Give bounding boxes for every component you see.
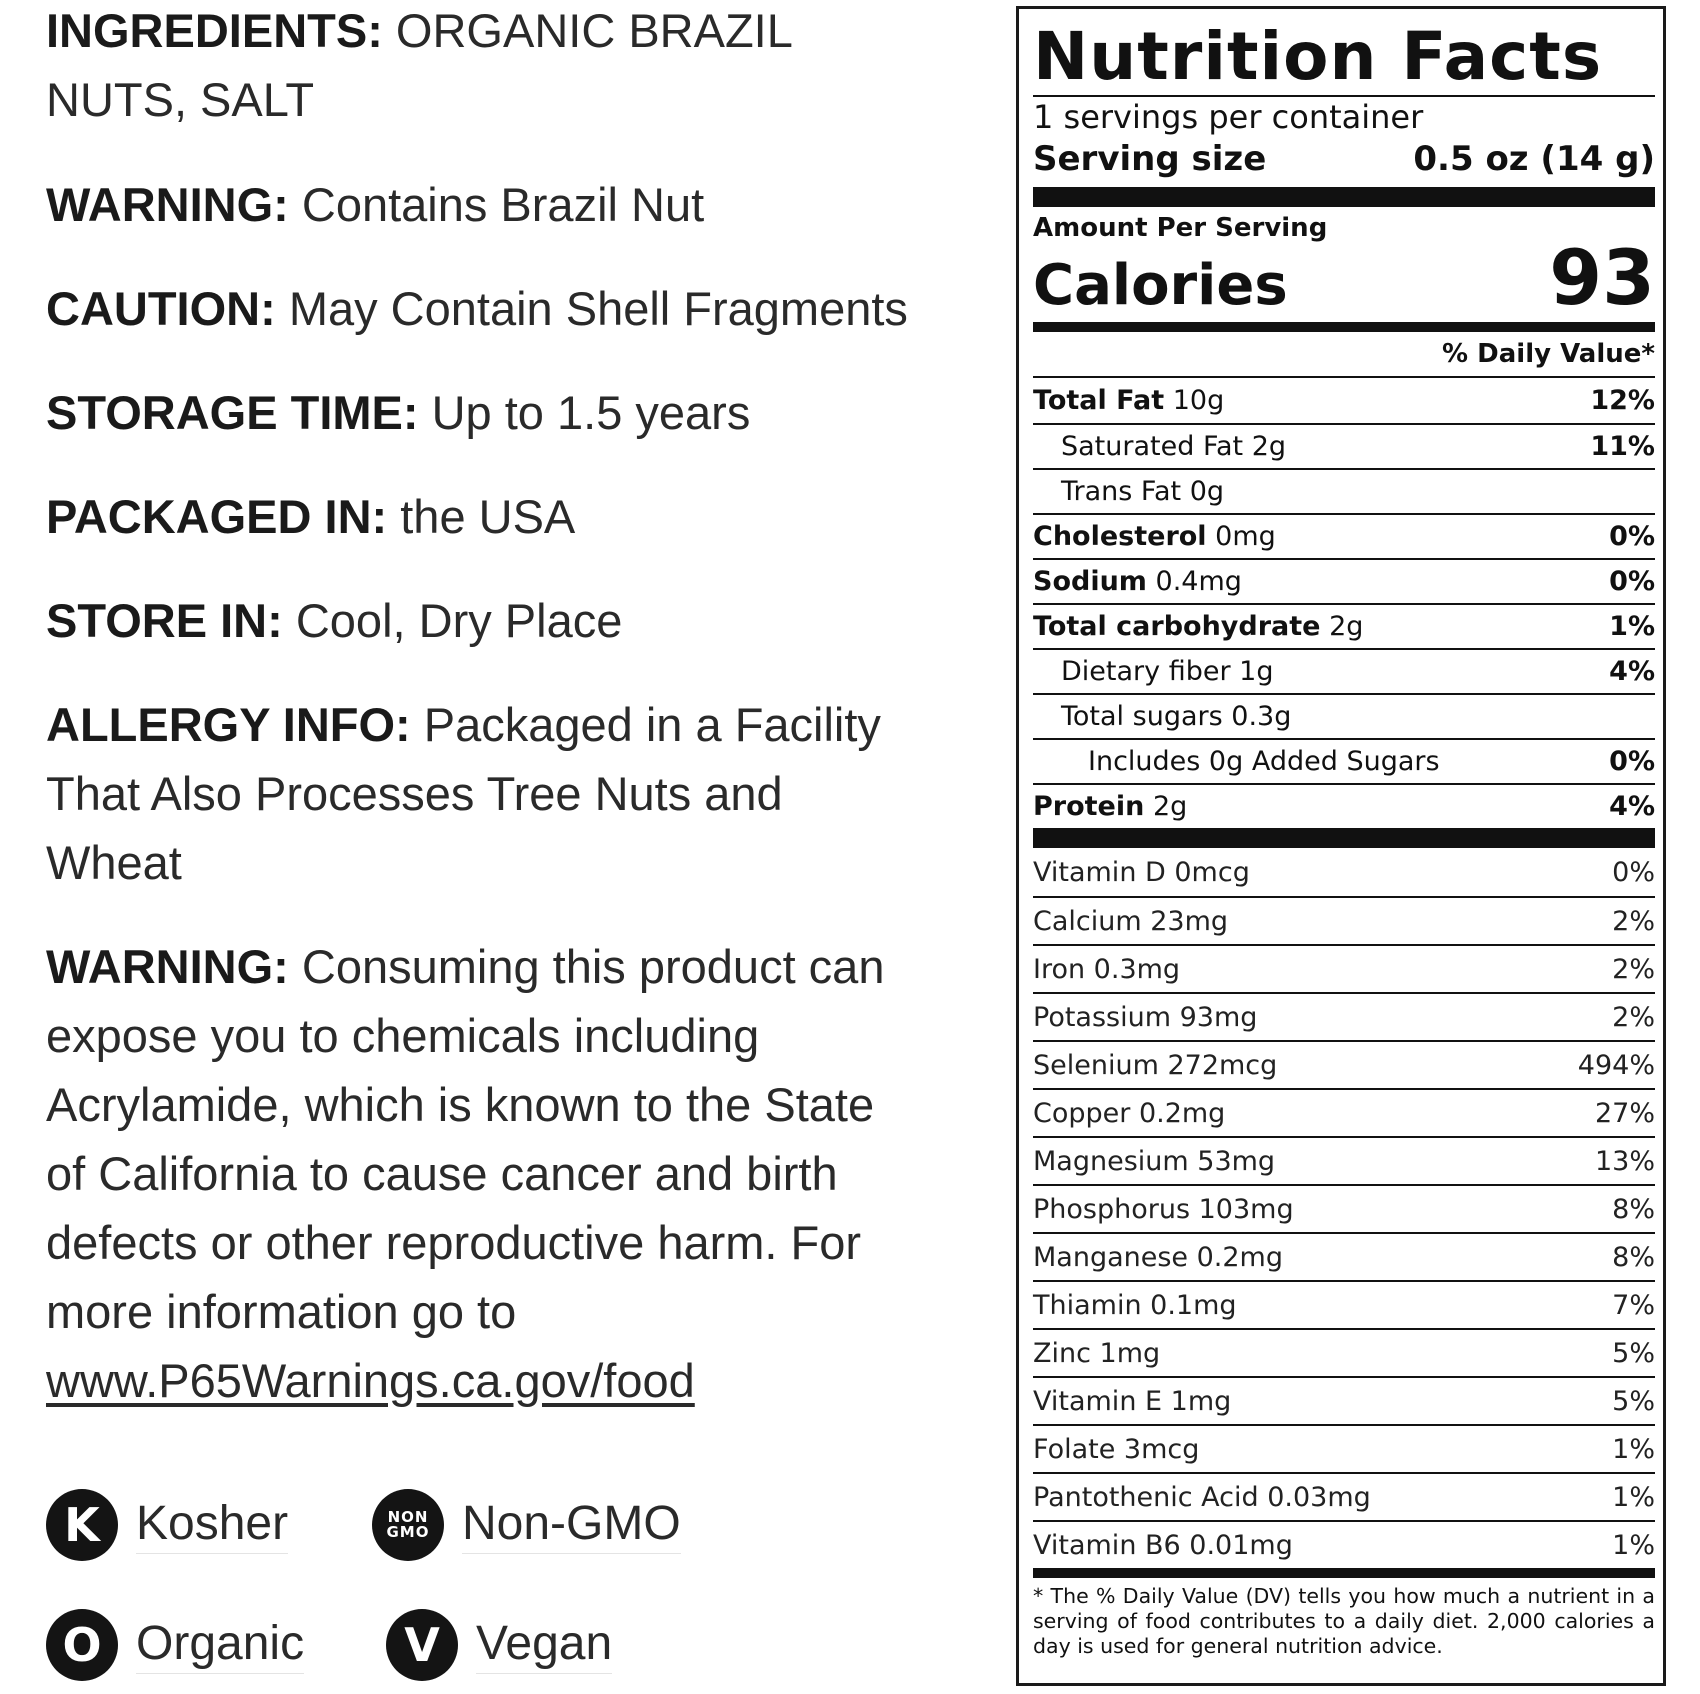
serving-size-label: Serving size [1033, 139, 1267, 179]
vitamin-row [1033, 1184, 1655, 1232]
vitamin-daily-value: 13% [1594, 1145, 1655, 1177]
ingredients-label: INGREDIENTS: [46, 4, 383, 57]
vitamin-text: Magnesium 53mg [1033, 1145, 1276, 1177]
kosher-label: Kosher [136, 1496, 288, 1554]
nutrient-row [1033, 648, 1655, 693]
nutrient-name-group [1033, 431, 1286, 462]
nutrient-daily-value: 4% [1609, 656, 1655, 687]
nutrient-daily-value: 0% [1609, 521, 1655, 552]
storage-time-text: Up to 1.5 years [431, 386, 751, 439]
vitamin-daily-value: 2% [1612, 1001, 1655, 1033]
caution-block [46, 274, 946, 343]
allergy-line-3: Wheat [46, 836, 182, 889]
nutrient-name-group [1033, 656, 1273, 687]
ingredients-text: ORGANIC BRAZIL [395, 4, 793, 57]
packaged-in-text: the USA [400, 490, 576, 543]
vitamin-row [1033, 896, 1655, 944]
badge-non-gmo [372, 1486, 681, 1564]
nutrient-amount: 0.4mg [1155, 566, 1242, 597]
nutrient-name-group [1033, 746, 1440, 777]
servings-per-container: 1 servings per container [1033, 98, 1424, 136]
nutrition-facts-panel [1016, 6, 1666, 1686]
nutrient-amount: 2g [1251, 431, 1287, 462]
nutrient-name-group [1033, 611, 1363, 642]
packaged-in-block [46, 482, 946, 551]
non-gmo-label: Non-GMO [462, 1496, 681, 1554]
store-in-label: STORE IN: [46, 594, 283, 647]
warning-label: WARNING: [46, 178, 289, 231]
vitamin-text: Selenium 272mcg [1033, 1049, 1278, 1081]
vitamin-text: Pantothenic Acid 0.03mg [1033, 1481, 1371, 1513]
store-in-text: Cool, Dry Place [295, 594, 623, 647]
vitamin-row [1033, 1520, 1655, 1568]
store-in-block [46, 586, 946, 655]
nutrient-name: Total Fat [1033, 385, 1165, 416]
vitamin-daily-value: 0% [1612, 856, 1655, 888]
nutrient-name: Trans Fat [1061, 476, 1182, 507]
vitamin-daily-value: 1% [1612, 1529, 1655, 1561]
badge-vegan [386, 1606, 612, 1684]
thick-divider [1033, 187, 1655, 207]
nutrient-amount: 0mg [1215, 521, 1276, 552]
calories-value: 93 [1549, 233, 1655, 322]
vitamin-daily-value: 494% [1577, 1049, 1655, 1081]
vitamin-text: Potassium 93mg [1033, 1001, 1258, 1033]
vitamin-row [1033, 1280, 1655, 1328]
allergy-line-1: Packaged in a Facility [423, 698, 881, 751]
prop65-line-6: more information go to [46, 1285, 517, 1338]
vitamin-row [1033, 1040, 1655, 1088]
vitamin-text: Folate 3mcg [1033, 1433, 1200, 1465]
vitamin-row [1033, 848, 1655, 896]
vitamin-text: Calcium 23mg [1033, 905, 1229, 937]
vitamin-row [1033, 1328, 1655, 1376]
vitamin-row [1033, 1424, 1655, 1472]
medium-divider [1033, 1568, 1655, 1578]
vitamin-row [1033, 1232, 1655, 1280]
nutrient-name-group [1033, 385, 1224, 416]
vitamin-text: Manganese 0.2mg [1033, 1241, 1284, 1273]
nutrient-daily-value: 4% [1609, 791, 1655, 822]
nutrient-name: Dietary fiber [1061, 656, 1231, 687]
vitamin-row [1033, 1088, 1655, 1136]
ingredients-text-2: NUTS, SALT [46, 73, 315, 126]
nutrient-amount: 0g [1189, 476, 1225, 507]
prop65-warning-label: WARNING: [46, 940, 289, 993]
nutrient-name: Total carbohydrate [1033, 611, 1321, 642]
nutrient-name: Total sugars [1061, 701, 1223, 732]
vitamin-text: Iron 0.3mg [1033, 953, 1181, 985]
nutrient-name-group [1033, 566, 1242, 597]
nutrient-name: Cholesterol [1033, 521, 1207, 552]
vitamin-list [1033, 848, 1655, 1568]
vitamin-daily-value: 7% [1612, 1289, 1655, 1321]
vitamin-daily-value: 5% [1612, 1385, 1655, 1417]
ingredients-block [46, 0, 946, 134]
nutrient-name: Protein [1033, 791, 1145, 822]
vitamin-daily-value: 2% [1612, 905, 1655, 937]
prop65-line-5: defects or other reproductive harm. For [46, 1216, 862, 1269]
nutrient-list [1033, 378, 1655, 828]
nutrient-name-group [1033, 521, 1276, 552]
vegan-icon: V [386, 1609, 458, 1681]
prop65-line-2: expose you to chemicals including [46, 1009, 760, 1062]
nutrient-row [1033, 513, 1655, 558]
medium-divider [1033, 322, 1655, 332]
vitamin-row [1033, 1376, 1655, 1424]
prop65-line-3: Acrylamide, which is known to the State [46, 1078, 875, 1131]
badge-organic [46, 1606, 304, 1684]
nutrient-row [1033, 603, 1655, 648]
vitamin-row [1033, 1472, 1655, 1520]
nutrient-amount: 2g [1152, 791, 1188, 822]
serving-size-row [1033, 137, 1655, 181]
nutrition-facts-title: Nutrition Facts [1033, 18, 1603, 95]
nutrient-daily-value: 11% [1590, 431, 1655, 462]
organic-icon: O [46, 1609, 118, 1681]
nutrient-daily-value: 1% [1609, 611, 1655, 642]
nutrient-row [1033, 558, 1655, 603]
vitamin-daily-value: 27% [1594, 1097, 1655, 1129]
daily-value-header: % Daily Value* [1442, 339, 1655, 369]
organic-label: Organic [136, 1616, 304, 1674]
allergy-label: ALLERGY INFO: [46, 698, 411, 751]
nutrient-row [1033, 378, 1655, 423]
non-gmo-icon-line-2: GMO [386, 1523, 430, 1541]
thick-divider [1033, 828, 1655, 848]
nutrient-name-group [1033, 476, 1224, 507]
warning-allergen [46, 170, 946, 239]
nutrient-row [1033, 783, 1655, 828]
vitamin-text: Copper 0.2mg [1033, 1097, 1226, 1129]
vitamin-row [1033, 992, 1655, 1040]
vitamin-text: Vitamin E 1mg [1033, 1385, 1232, 1417]
vitamin-daily-value: 8% [1612, 1193, 1655, 1225]
nutrient-name: Sodium [1033, 566, 1147, 597]
nutrient-daily-value: 0% [1609, 746, 1655, 777]
vitamin-daily-value: 8% [1612, 1241, 1655, 1273]
vitamin-text: Vitamin D 0mcg [1033, 856, 1250, 888]
nutrient-row [1033, 423, 1655, 468]
vegan-label: Vegan [476, 1616, 612, 1674]
p65-warnings-link[interactable]: www.P65Warnings.ca.gov/food [46, 1354, 695, 1407]
packaged-in-label: PACKAGED IN: [46, 490, 388, 543]
vitamin-daily-value: 2% [1612, 953, 1655, 985]
caution-text: May Contain Shell Fragments [288, 282, 908, 335]
vitamin-text: Phosphorus 103mg [1033, 1193, 1294, 1225]
non-gmo-icon [372, 1489, 444, 1561]
nutrient-amount: 10g [1172, 385, 1225, 416]
vitamin-daily-value: 1% [1612, 1433, 1655, 1465]
nutrient-name: Includes 0g Added Sugars [1088, 746, 1440, 777]
storage-time-label: STORAGE TIME: [46, 386, 419, 439]
nutrient-amount: 1g [1239, 656, 1274, 687]
allergy-block [46, 690, 946, 897]
prop65-warning-block [46, 932, 946, 1415]
vitamin-row [1033, 944, 1655, 992]
allergy-line-2: That Also Processes Tree Nuts and [46, 767, 783, 820]
nutrient-row [1033, 468, 1655, 513]
nutrient-amount: 0.3g [1231, 701, 1292, 732]
prop65-line-4: of California to cause cancer and birth [46, 1147, 838, 1200]
nutrient-row [1033, 738, 1655, 783]
vitamin-text: Thiamin 0.1mg [1033, 1289, 1237, 1321]
warning-text: Contains Brazil Nut [301, 178, 705, 231]
calories-row [1033, 233, 1655, 322]
nutrient-daily-value: 0% [1609, 566, 1655, 597]
serving-size-value: 0.5 oz (14 g) [1413, 139, 1655, 179]
vitamin-row [1033, 1136, 1655, 1184]
nutrient-name: Saturated Fat [1061, 431, 1244, 462]
vitamin-text: Zinc 1mg [1033, 1337, 1161, 1369]
storage-time-block [46, 378, 946, 447]
nutrient-daily-value: 12% [1590, 385, 1655, 416]
vitamin-text: Vitamin B6 0.01mg [1033, 1529, 1293, 1561]
prop65-line-1: Consuming this product can [301, 940, 885, 993]
vitamin-daily-value: 1% [1612, 1481, 1655, 1513]
vitamin-daily-value: 5% [1612, 1337, 1655, 1369]
nutrient-row [1033, 693, 1655, 738]
daily-value-footnote: * The % Daily Value (DV) tells you how much a nutrient in a serving of food contributes to a daily diet. 2,000 calories a day is used for general nutrition advice. [1033, 1584, 1655, 1658]
nutrient-amount: 2g [1329, 611, 1364, 642]
caution-label: CAUTION: [46, 282, 276, 335]
non-gmo-icon-line-1: NON [387, 1508, 429, 1526]
kosher-icon: K [46, 1489, 118, 1561]
calories-label: Calories [1033, 253, 1288, 318]
nutrient-name-group [1033, 791, 1187, 822]
nutrient-name-group [1033, 701, 1291, 732]
badge-kosher [46, 1486, 288, 1564]
amount-per-serving: Amount Per Serving [1033, 213, 1328, 243]
